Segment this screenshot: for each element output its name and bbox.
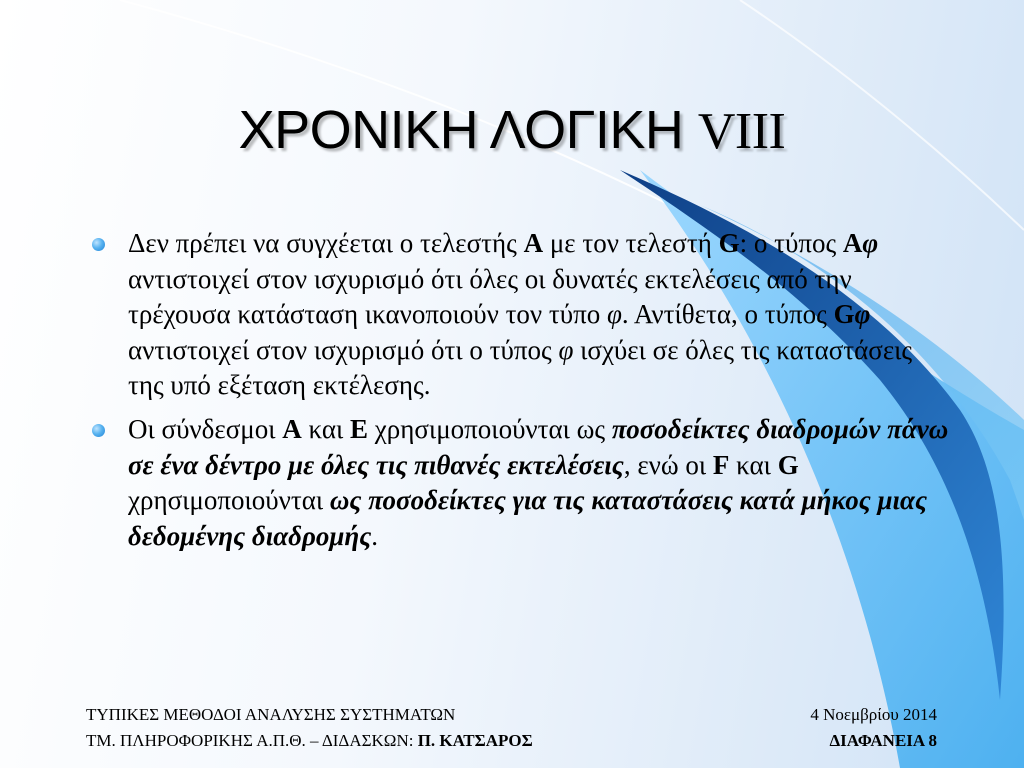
bullet-2-part: Οι σύνδεσμοι <box>128 413 283 444</box>
bullet-item-2 <box>92 412 952 554</box>
slide-title <box>0 95 1024 167</box>
operator-f: F <box>712 449 730 480</box>
footer-left <box>86 702 533 754</box>
bullet-icon <box>92 238 105 251</box>
slide-title-main: ΧΡΟΝΙΚΗ ΛΟΓΙΚΗ <box>238 100 698 160</box>
bullet-2-text <box>128 414 948 551</box>
footer-department-text: ΤΜ. ΠΛΗΡΟΦΟΡΙΚΗΣ Α.Π.Θ. – ΔΙΔΑΣΚΩΝ: <box>86 731 418 750</box>
bullet-1-part: . Αντίθετα, ο τύπος <box>621 299 834 330</box>
bullet-2-part: χρησιμοποιούνται <box>128 485 330 516</box>
formula-phi: φ <box>854 299 871 330</box>
bullet-list <box>92 226 952 562</box>
footer-date: 4 Νοεμβρίου 2014 <box>810 705 937 724</box>
footer-department <box>86 728 533 754</box>
operator-a: A <box>282 413 302 444</box>
footer-slide-number: ΔΙΑΦΑΝΕΙΑ 8 <box>829 731 937 750</box>
operator-g: G <box>718 228 740 258</box>
bullet-1-part: με τον τελεστή <box>543 228 719 258</box>
bullet-1-part: : ο τύπος <box>739 228 843 258</box>
formula-phi: φ <box>862 228 879 258</box>
bullet-1-text <box>128 228 912 400</box>
bullet-2-part: και <box>301 413 351 444</box>
footer-right <box>810 702 937 754</box>
operator-g: G <box>833 299 855 330</box>
bullet-1-part: Δεν πρέπει να συγχέεται ο τελεστής <box>128 228 524 258</box>
formula-phi: φ <box>606 299 622 330</box>
formula-phi: φ <box>558 334 574 365</box>
bullet-2-part: χρησιμοποιούνται ως <box>368 413 612 444</box>
footer-instructor: Π. ΚΑΤΣΑΡΟΣ <box>417 731 533 750</box>
footer-course: ΤΥΠΙΚΕΣ ΜΕΘΟΔΟΙ ΑΝΑΛΥΣΗΣ ΣΥΣΤΗΜΑΤΩΝ <box>86 705 456 724</box>
emphasis-path-quantifiers: ποσοδείκτες διαδρομών πάνω σε ένα δέντρο με όλες τις πιθανές εκτελέσεις <box>128 413 949 480</box>
bullet-2-part: . <box>371 520 379 551</box>
bullet-2-part: , ενώ οι <box>623 449 713 480</box>
operator-a: A <box>523 228 544 258</box>
operator-g: G <box>777 449 799 480</box>
slide-title-numeral: VIII <box>697 103 786 160</box>
bullet-1-part: αντιστοιχεί στον ισχυρισμό ότι όλες οι δυνατές εκτελέσεις από την τρέχουσα κατάσταση ικανοποιούν τον τύπο <box>128 263 852 330</box>
bullet-item-1 <box>92 226 952 404</box>
operator-a: A <box>842 228 863 258</box>
bullet-1-part: ισχύει σε όλες τις καταστάσεις της υπό εξέταση εκτέλεσης. <box>128 334 913 401</box>
bullet-1-part: αντιστοιχεί στον ισχυρισμό ότι ο τύπος <box>128 334 559 365</box>
emphasis-state-quantifiers: ως ποσοδείκτες για τις καταστάσεις κατά μήκος μιας δεδομένης διαδρομής <box>128 485 928 551</box>
bullet-icon <box>92 424 105 437</box>
bullet-2-part: και <box>729 449 778 480</box>
operator-e: E <box>350 413 369 444</box>
